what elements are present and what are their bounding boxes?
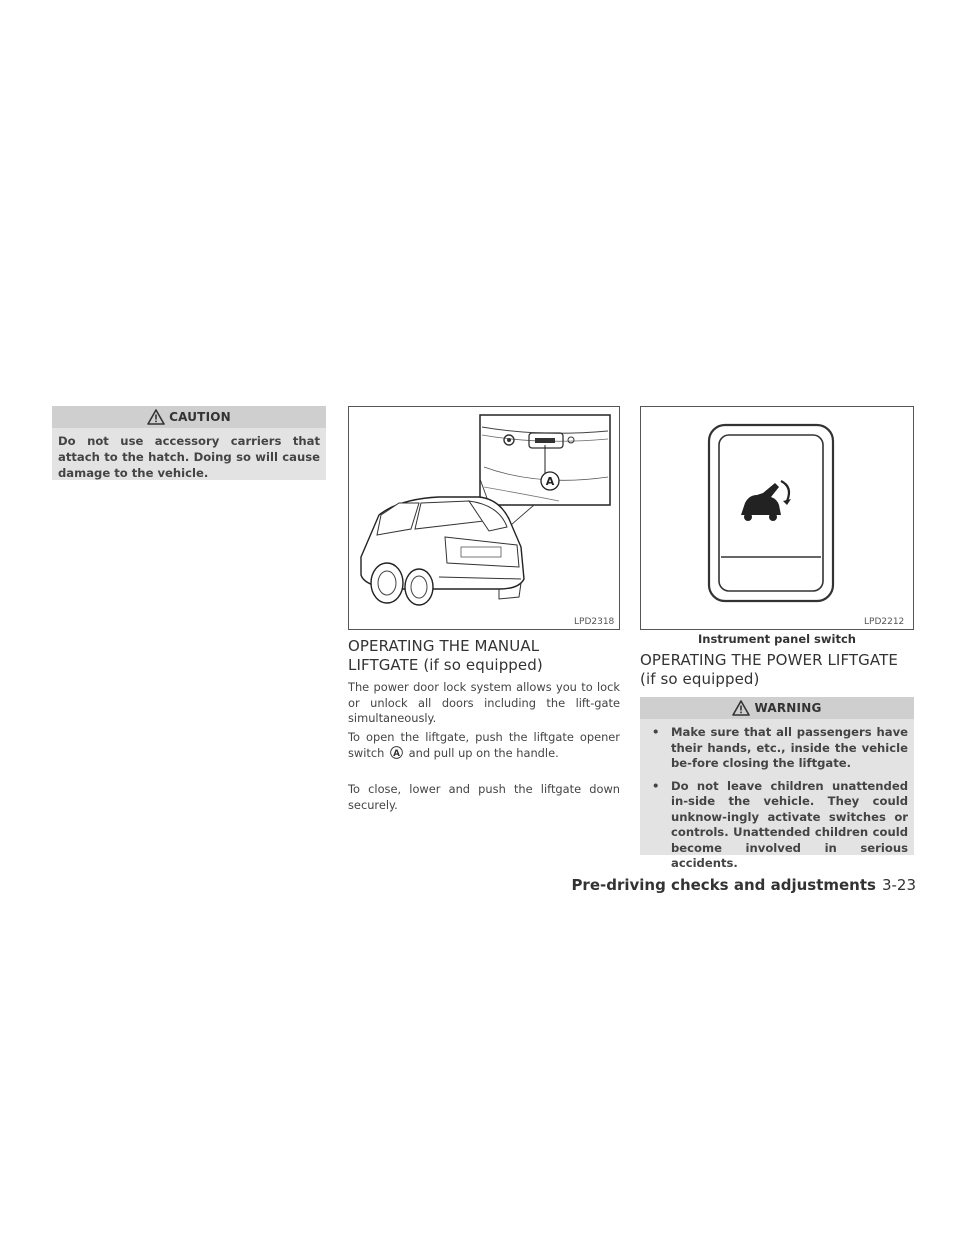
manual-liftgate-heading	[348, 637, 620, 675]
bullet-text: Make sure that all passengers have their hands, etc., inside the vehicle be-fore closing the liftgate.	[671, 725, 908, 770]
figure-callout-a: A	[545, 475, 555, 488]
warning-bullet	[646, 779, 908, 872]
heading-line: OPERATING THE POWER LIFTGATE	[640, 651, 898, 669]
liftgate-switch-illustration	[348, 406, 620, 630]
paragraph-open-liftgate	[348, 730, 620, 761]
bullet-dot: •	[652, 725, 660, 739]
paragraph-text: To open the liftgate, push the liftgate opener switch	[348, 730, 620, 760]
caution-box	[52, 406, 326, 480]
caution-title: CAUTION	[169, 410, 231, 424]
warning-triangle-icon	[147, 409, 165, 425]
figure1-code: LPD2318	[574, 617, 615, 627]
page-number: 3-23	[881, 876, 916, 894]
warning-bullet	[646, 725, 908, 772]
paragraph-text: and pull up on the handle.	[408, 745, 559, 760]
page-footer	[571, 876, 916, 894]
warning-triangle-icon	[732, 700, 750, 716]
caution-header	[52, 406, 326, 428]
heading-line: OPERATING THE MANUAL	[348, 637, 540, 655]
footer-section-title: Pre-driving checks and adjustments	[571, 876, 876, 894]
caution-text: Do not use accessory carriers that attach to the hatch. Doing so will cause damage to the vehicle.	[58, 434, 320, 480]
paragraph-door-lock: The power door lock system allows you to lock or unlock all doors including the lift-gate simultaneously.	[348, 680, 620, 725]
paragraph-close-liftgate: To close, lower and push the liftgate down securely.	[348, 782, 620, 812]
figure2-code: LPD2212	[864, 617, 905, 627]
figure2-caption: Instrument panel switch	[698, 632, 856, 646]
warning-header	[640, 697, 914, 719]
instrument-panel-switch-illustration	[640, 406, 914, 630]
warning-box	[640, 697, 914, 870]
vehicle-rear-drawing	[349, 407, 619, 629]
callout-a-letter: A	[393, 748, 400, 759]
callout-a-icon	[390, 746, 403, 759]
warning-title: WARNING	[754, 701, 822, 715]
heading-line: (if so equipped)	[640, 670, 760, 688]
heading-line: LIFTGATE (if so equipped)	[348, 656, 543, 674]
bullet-text: Do not leave children unattended in-side the vehicle. They could unknow-ingly activate switches or controls. Unattended children could become involved in serious accidents.	[671, 778, 908, 870]
bullet-dot: •	[652, 778, 660, 793]
power-liftgate-heading	[640, 651, 920, 689]
warning-list	[640, 719, 914, 872]
panel-switch-drawing	[641, 407, 913, 629]
